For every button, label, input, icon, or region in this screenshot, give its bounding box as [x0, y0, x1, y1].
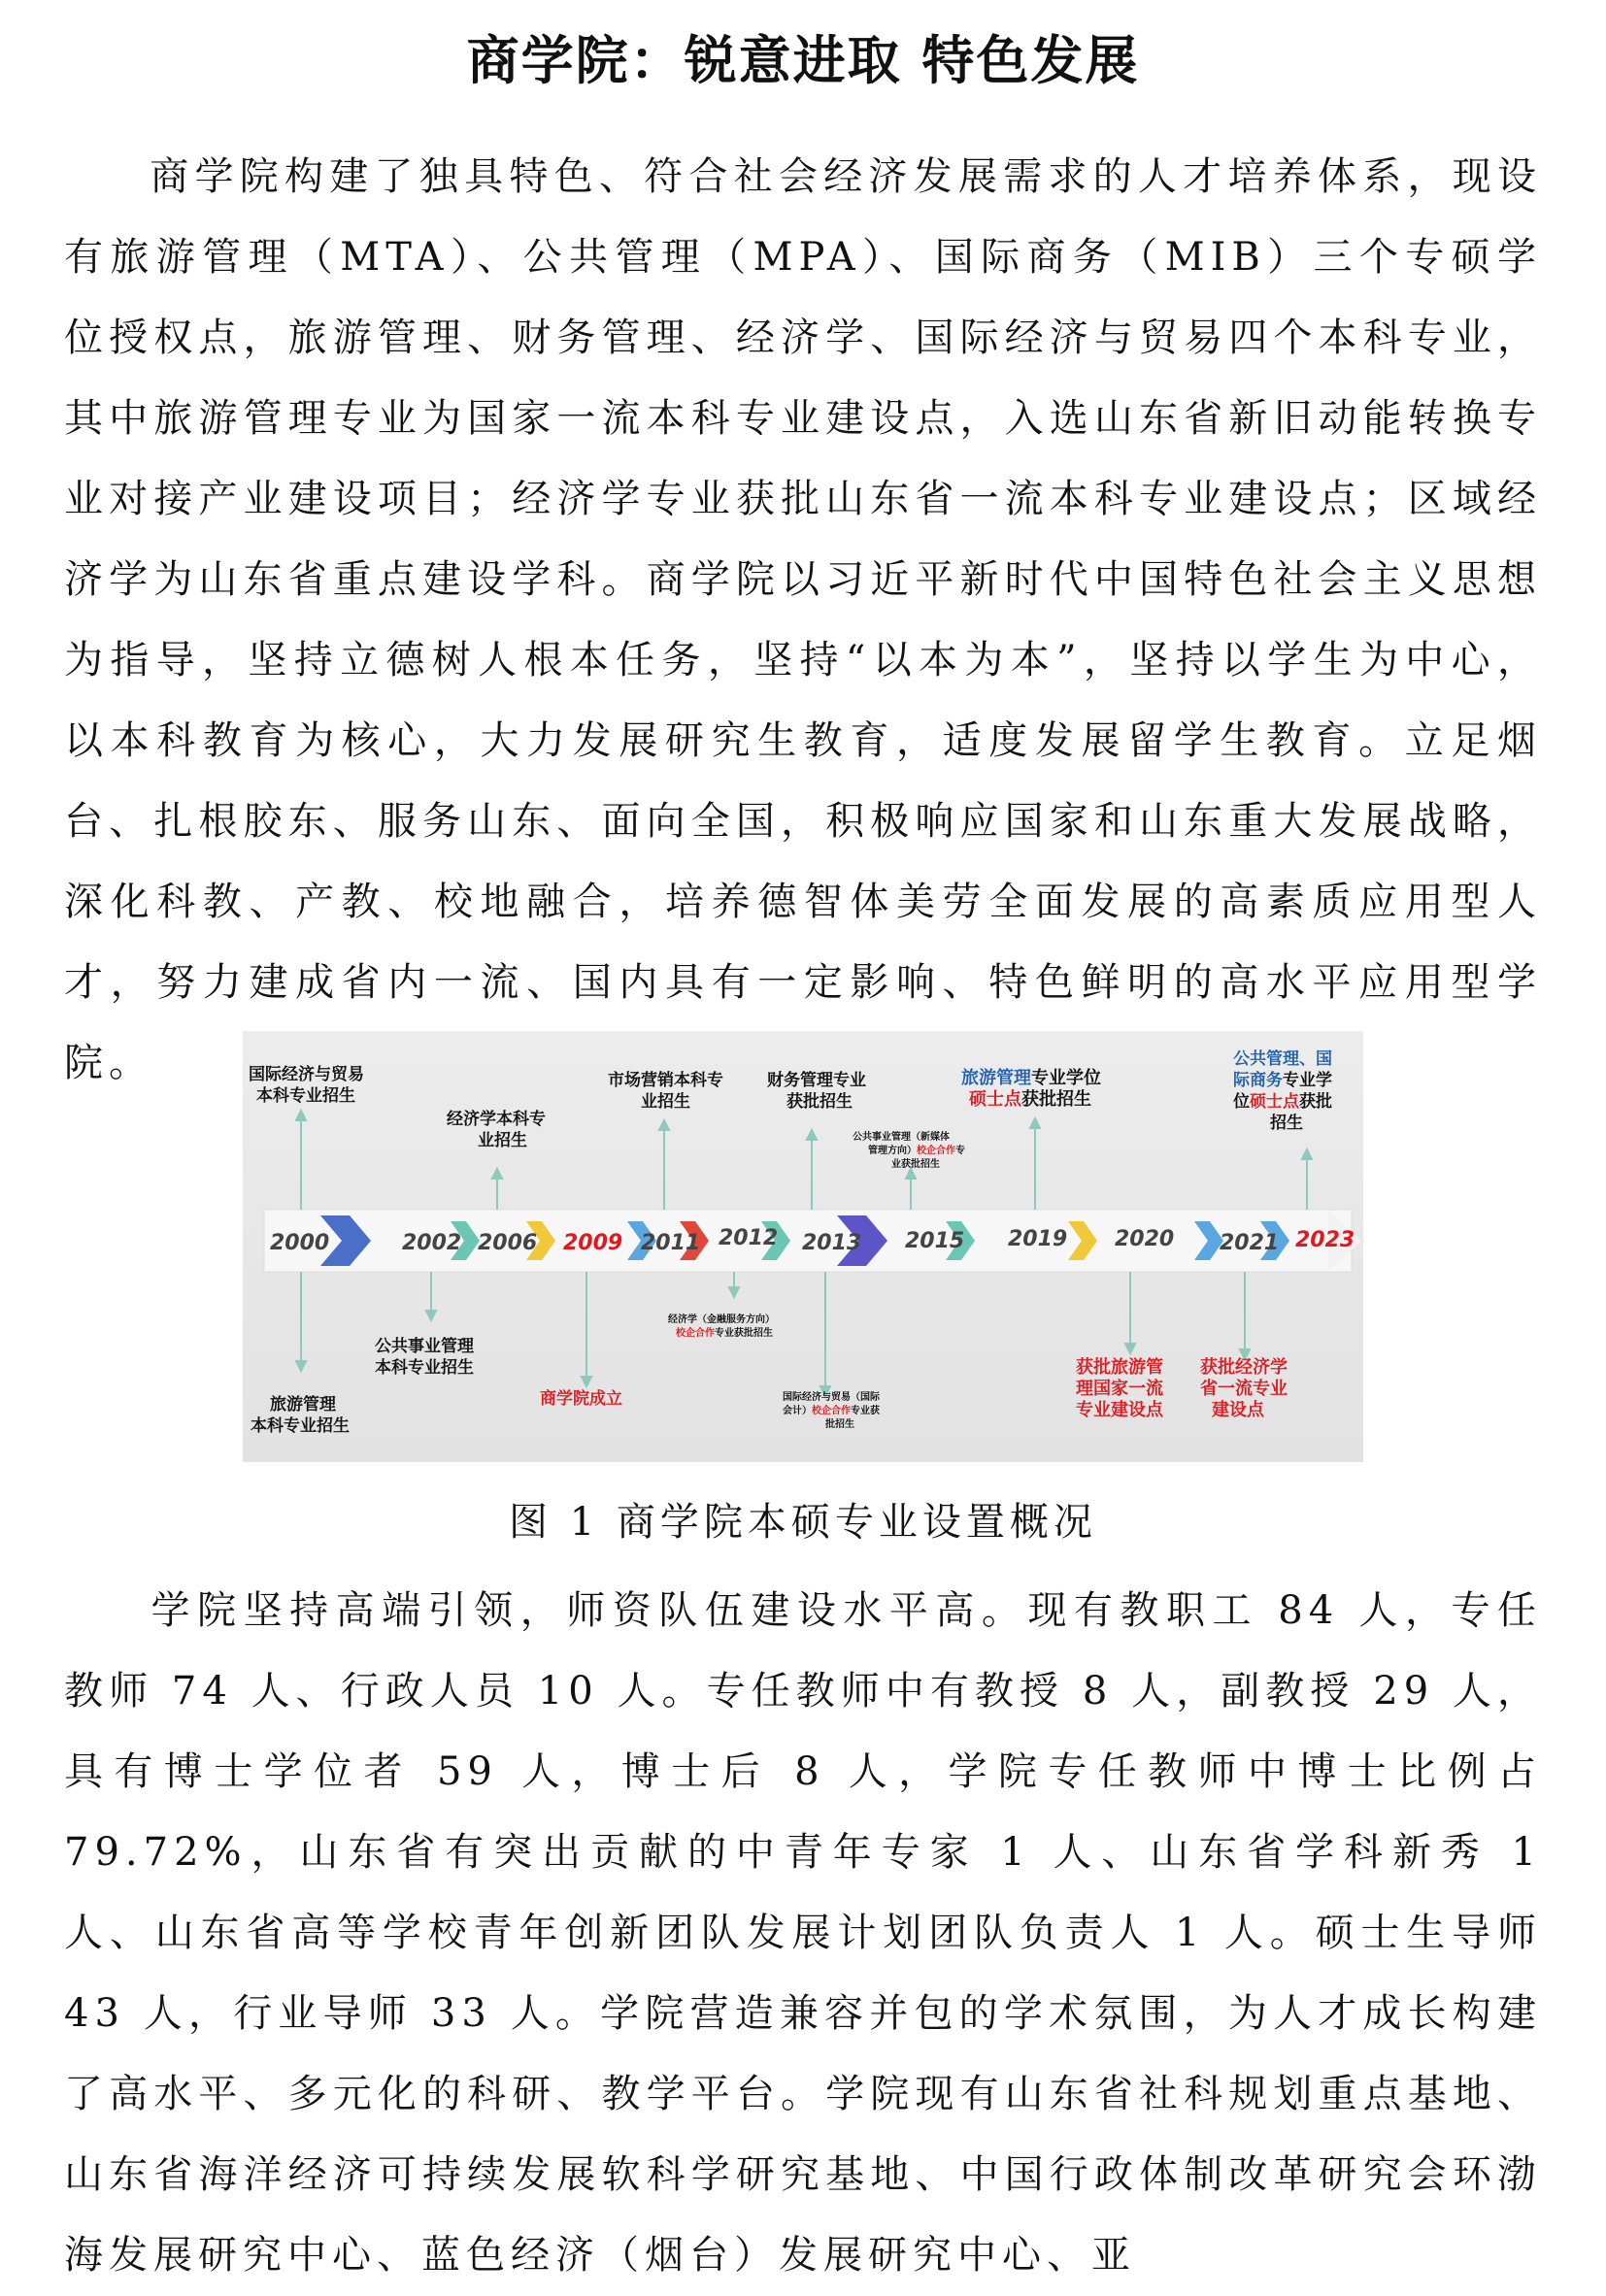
label-2011-top-1: 市场营销本科专 — [608, 1071, 723, 1090]
svg-text:际商务专业学: 际商务专业学 — [1233, 1071, 1332, 1090]
svg-text:硕士点获批招生: 硕士点获批招生 — [969, 1089, 1091, 1110]
labels-bottom — [251, 1336, 622, 1436]
svg-text:旅游管理专业学位: 旅游管理专业学位 — [961, 1068, 1101, 1088]
svg-text:公共管理、国: 公共管理、国 — [1233, 1049, 1332, 1069]
svg-text:获批经济学: 获批经济学 — [1200, 1357, 1288, 1378]
year-2020: 2020 — [1115, 1227, 1175, 1251]
label-2002-bottom-1: 公共事业管理 — [375, 1337, 474, 1356]
svg-text:校企合作专业获批招生: 校企合作专业获批招生 — [676, 1328, 773, 1339]
svg-text:国际经济与贸易（国际: 国际经济与贸易（国际 — [783, 1392, 880, 1403]
figure-caption: 图 1 商学院本硕专业设置概况 — [509, 1500, 1097, 1545]
intro-paragraph-text: 商学院构建了独具特色、符合社会经济发展需求的人才培养体系，现设有旅游管理（MTA）、公共管理（MPA）、国际商务（MIB）三个专硕学位授权点，旅游管理、财务管理、经济学、国际经济与贸易四个本科专业，其中旅游管理专业为国家一流本科专业建设点，入选山东省新旧动能转换专业对接产业建设项目；经济学专业获批山东省一流本科专业建设点；区域经济学为山东省重点建设学科。商学院以习近平新时代中国特色社会主义思想为指导，坚持立德树人根本任务，坚持“以本为本”，坚持以学生为中心，以本科教育为核心，大力发展研究生教育，适度发展留学生教育。立足烟台、扎根胶东、服务山东、面向全国，积极响应国家和山东重大发展战略，深化科教、产教、校地融合，培养德智体美劳全面发展的高素质应用型人才，努力建成省内一流、国内具有一定影响、特色鲜明的高水平应用型学院。 — [64, 154, 1542, 1085]
label-2006-top-2: 业招生 — [478, 1131, 527, 1150]
year-2006: 2006 — [478, 1231, 538, 1255]
label-2002-bottom-2: 本科专业招生 — [375, 1358, 474, 1378]
label-2000-top-2: 本科专业招生 — [256, 1086, 355, 1106]
article-title: 商学院：锐意进取 特色发展 — [466, 30, 1140, 91]
label-2000-bottom-1: 旅游管理 — [270, 1395, 336, 1414]
year-2023: 2023 — [1295, 1228, 1355, 1252]
intro-paragraph — [64, 137, 1542, 1104]
svg-text:获批旅游管: 获批旅游管 — [1076, 1357, 1163, 1378]
year-2009: 2009 — [563, 1231, 623, 1255]
timeline-figure — [243, 1031, 1363, 1462]
label-2015-top — [853, 1130, 965, 1170]
svg-text:专业建设点: 专业建设点 — [1076, 1400, 1163, 1420]
label-2013-top-2: 获批招生 — [786, 1092, 853, 1112]
svg-text:经济学（金融服务方向）: 经济学（金融服务方向） — [668, 1314, 775, 1325]
year-2013: 2013 — [802, 1231, 862, 1255]
svg-text:业获批招生: 业获批招生 — [891, 1159, 940, 1170]
label-2013-bottom — [783, 1390, 881, 1430]
label-2000-bottom-2: 本科专业招生 — [251, 1416, 350, 1436]
timeline-svg — [243, 1031, 1363, 1462]
year-2021: 2021 — [1220, 1231, 1280, 1255]
label-2020-bottom — [1076, 1356, 1164, 1420]
label-2009-bottom: 商学院成立 — [540, 1389, 622, 1409]
year-2011: 2011 — [641, 1231, 701, 1255]
year-2002: 2002 — [402, 1231, 462, 1255]
svg-text:招生: 招生 — [1270, 1114, 1303, 1133]
svg-text:省一流专业: 省一流专业 — [1200, 1379, 1288, 1399]
svg-text:建设点: 建设点 — [1212, 1400, 1264, 1420]
svg-text:批招生: 批招生 — [825, 1419, 854, 1430]
faculty-paragraph-text: 学院坚持高端引领，师资队伍建设水平高。现有教职工 84 人，专任教师 74 人、行政人员 10 人。专任教师中有教授 8 人，副教授 29 人，具有博士学位者 59 人，博士后 8 人，学院专任教师中博士比例占 79.72%，山东省有突出贡献的中青年专家 1 人、山东省学科新秀 1 人、山东省高等学校青年创新团队发展计划团队负责人 1 人。硕士生导师 43 人，行业导师 33 人。学院营造兼容并包的学术氛围，为人才成长构建了高水平、多元化的科研、教学平台。学院现有山东省社科规划重点基地、山东省海洋经济可持续发展软科学研究基地、中国行政体制改革研究会环渤海发展研究中心、蓝色经济（烟台）发展研究中心、亚 — [64, 1588, 1542, 2278]
labels-top — [249, 1064, 866, 1150]
label-2021-bottom — [1200, 1356, 1288, 1420]
label-2023-top — [1232, 1048, 1332, 1133]
year-2000: 2000 — [270, 1231, 330, 1255]
label-2019-top — [961, 1067, 1101, 1110]
faculty-paragraph — [64, 1571, 1542, 2296]
svg-text:位硕士点获批: 位硕士点获批 — [1233, 1092, 1332, 1112]
svg-text:会计）校企合作专业获: 会计）校企合作专业获 — [783, 1406, 880, 1416]
year-2015: 2015 — [905, 1229, 965, 1253]
label-2006-top-1: 经济学本科专 — [447, 1110, 546, 1129]
svg-text:公共事业管理（新媒体: 公共事业管理（新媒体 — [853, 1132, 950, 1143]
label-2011-top-2: 业招生 — [641, 1092, 690, 1112]
label-2013-top-1: 财务管理专业 — [767, 1071, 866, 1090]
year-2012: 2012 — [719, 1226, 779, 1250]
label-2012-bottom — [668, 1313, 775, 1339]
svg-text:管理方向）校企合作专: 管理方向）校企合作专 — [868, 1146, 965, 1156]
label-2000-top-1: 国际经济与贸易 — [249, 1065, 364, 1084]
svg-text:理国家一流: 理国家一流 — [1076, 1379, 1163, 1399]
year-2019: 2019 — [1008, 1227, 1068, 1251]
